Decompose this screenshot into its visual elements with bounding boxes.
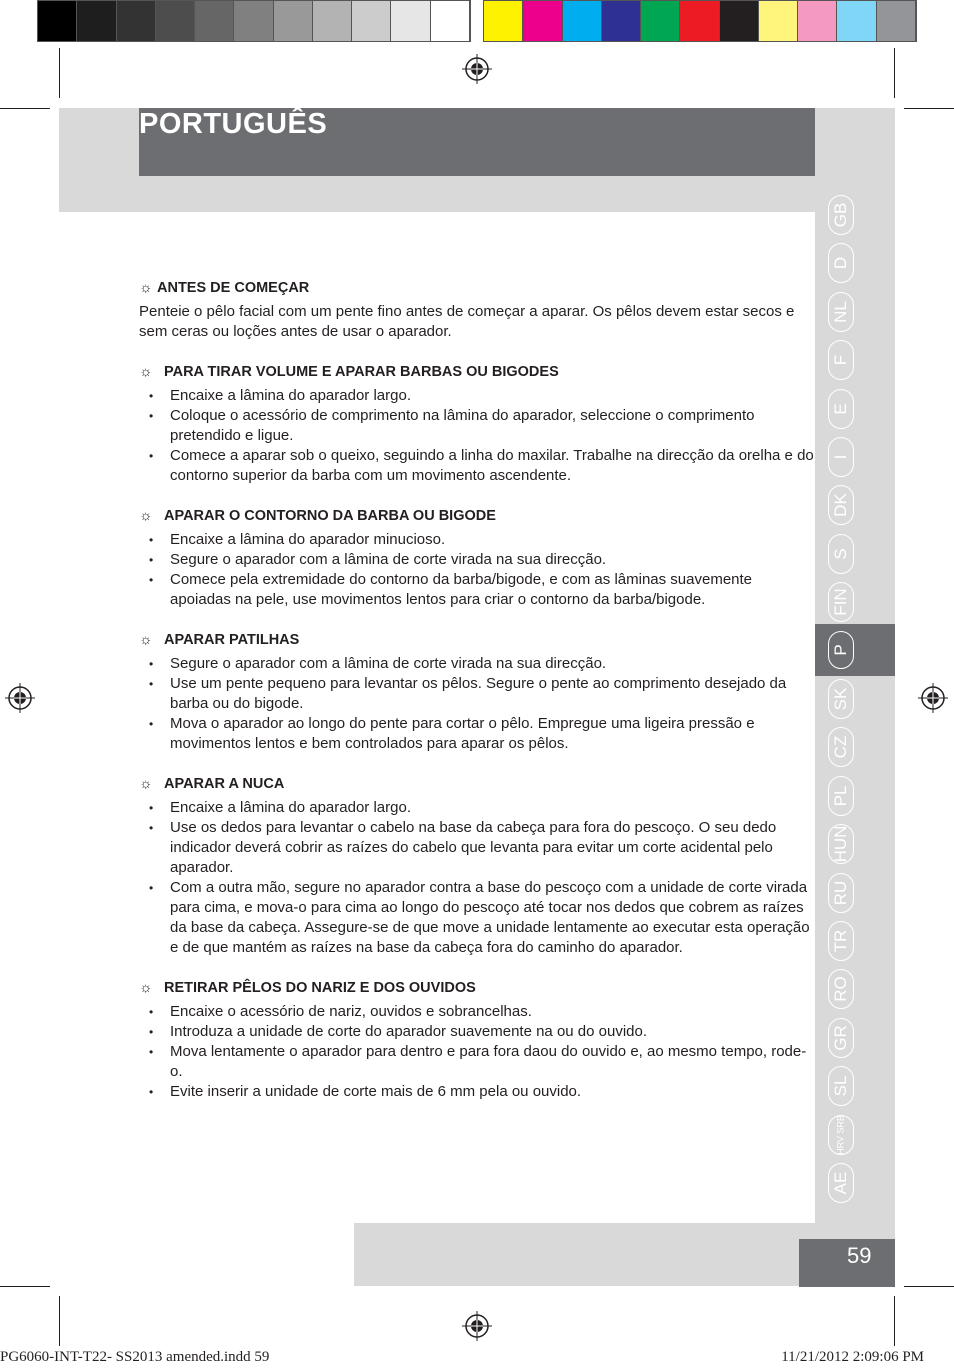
footer-timestamp: 11/21/2012 2:09:06 PM [781,1349,924,1365]
color-swatch [523,1,562,41]
language-tab-sl[interactable] [828,1066,854,1106]
registration-mark-icon [462,1311,492,1341]
color-swatch [352,1,391,41]
list-item: • Encaixe o acessório de nariz, ouvidos e sobrancelhas. [139,1002,815,1022]
color-calibration-bar [483,0,917,42]
page-number: 59 [847,1243,872,1268]
language-tab-d[interactable] [828,243,854,283]
sun-icon: ☼ [139,280,153,296]
language-tab-label: HRV SRB [835,1114,846,1155]
language-tab-label: CZ [831,736,850,759]
list-item: • Segure o aparador com a lâmina de corte virada na sua direcção. [139,550,815,570]
list-item: • Comece a aparar sob o queixo, seguindo a linha do maxilar. Trabalhe na direcção da orelha e do contorno superior da barba com um movimento ascendente. [139,446,815,486]
language-tab-i[interactable] [828,437,854,477]
color-swatch [602,1,641,41]
list-item: • Mova o aparador ao longo do pente para cortar o pêlo. Empregue uma ligeira pressão e movimentos lentos e bem controlados para aparar os pêlos. [139,714,815,754]
section-heading [139,978,815,998]
language-tab-label: RU [831,880,850,905]
list-item: • Com a outra mão, segure no aparador contra a base do pescoço com a unidade de corte virada para cima, e mova-o para cima ao longo do pescoço até tocar nos dedos que cobrem as raízes da base da cabeça. Assegure-se de que move a unidade lentamente ao executar esta operação e de que mantém as raízes na base da cabeça fora do caminho do aparador. [139,878,815,958]
color-swatch [680,1,719,41]
language-tab-gb[interactable] [828,195,854,235]
color-swatch [798,1,837,41]
color-swatch [431,1,470,41]
language-tab-label: NL [831,300,850,323]
language-tab-f[interactable] [828,340,854,380]
language-sidebar [815,108,895,1286]
color-swatch [274,1,313,41]
list-item: • Encaixe a lâmina do aparador largo. [139,386,815,406]
page-title: PORTUGUÊS [139,108,328,140]
list-item: • Segure o aparador com a lâmina de corte virada na sua direcção. [139,654,815,674]
language-tab-label: D [831,257,850,270]
color-swatch [720,1,759,41]
section-heading [139,506,815,526]
color-swatch [234,1,273,41]
language-tab-label: I [831,454,850,460]
registration-mark-icon [918,683,948,713]
section-heading [139,630,815,650]
language-tab-tr[interactable] [828,921,854,961]
color-swatch [38,1,77,41]
sun-icon: ☼ [139,776,153,792]
crop-mark [894,1296,895,1346]
crop-mark [59,48,60,98]
bullet-list [139,798,815,958]
section-heading-text: APARAR A NUCA [164,776,285,792]
list-item: • Mova lentamente o aparador para dentro e para fora daou do ouvido e, ao mesmo tempo, rode-o. [139,1042,815,1082]
instructions-content [139,278,815,1122]
language-tab-sk[interactable] [828,679,854,719]
instruction-section [139,278,815,342]
bullet-list [139,654,815,754]
color-swatch [391,1,430,41]
bullet-list [139,386,815,486]
color-swatch [759,1,798,41]
bullet-list [139,1002,815,1102]
language-tab-label: TR [831,929,850,953]
color-swatch [77,1,116,41]
language-tab-label: GR [831,1025,850,1051]
instruction-section [139,362,815,486]
crop-mark [894,48,895,98]
language-tab-label: HUN [831,825,850,863]
language-tab-hun[interactable] [828,824,854,864]
section-heading-text: RETIRAR PÊLOS DO NARIZ E DOS OUVIDOS [164,980,476,996]
instruction-section [139,630,815,754]
language-tab-label: DK [831,493,850,518]
instruction-section [139,978,815,1102]
language-tab-active-background [815,624,895,676]
registration-mark-icon [5,683,35,713]
section-heading-text: APARAR PATILHAS [164,632,300,648]
language-tab-label: E [831,402,850,415]
language-tab-label: PL [831,785,850,807]
color-swatch [156,1,195,41]
instruction-section [139,774,815,958]
color-swatch [484,1,523,41]
language-tab-label: AE [831,1171,850,1195]
language-tab-s[interactable] [828,534,854,574]
list-item: • Use um pente pequeno para levantar os pêlos. Segure o pente ao comprimento desejado da barba ou do bigode. [139,674,815,714]
crop-mark [0,108,50,109]
section-heading [139,278,815,298]
language-tab-gr[interactable] [828,1018,854,1058]
language-tab-p[interactable] [828,631,854,669]
crop-mark [904,108,954,109]
color-swatch [195,1,234,41]
instruction-section [139,506,815,610]
registration-mark-icon [462,54,492,84]
language-tab-dk[interactable] [828,485,854,525]
color-swatch [313,1,352,41]
sun-icon: ☼ [139,364,153,380]
list-item: • Evite inserir a unidade de corte mais de 6 mm pela ou ouvido. [139,1082,815,1102]
language-tab-label: RO [831,976,850,1003]
section-heading-text: ANTES DE COMEÇAR [157,280,310,296]
color-swatch [117,1,156,41]
language-tab-cz[interactable] [828,727,854,767]
language-tab-hrv-srb[interactable] [828,1115,854,1155]
list-item: • Encaixe a lâmina do aparador minucioso. [139,530,815,550]
language-tab-label: S [831,548,850,560]
language-tab-ae[interactable] [828,1163,854,1203]
language-tab-label: SK [831,687,850,711]
language-tab-e[interactable] [828,389,854,429]
language-tab-label: F [831,354,850,366]
color-swatch [641,1,680,41]
list-item: • Comece pela extremidade do contorno da barba/bigode, e com as lâminas suavemente apoiadas na pele, use movimentos lentos para criar o contorno da barba/bigode. [139,570,815,610]
footer-file-info: PG6060-INT-T22- SS2013 amended.indd 59 [0,1349,270,1365]
language-tab-label: SL [831,1075,850,1097]
language-tab-label: FIN [831,588,850,616]
language-tab-nl[interactable] [828,292,854,332]
color-swatch [877,1,916,41]
language-tab-ro[interactable] [828,969,854,1009]
crop-mark [59,1296,60,1346]
list-item: • Encaixe a lâmina do aparador largo. [139,798,815,818]
bullet-list [139,530,815,610]
language-tab-label: P [831,643,850,656]
sun-icon: ☼ [139,508,153,524]
list-item: • Use os dedos para levantar o cabelo na base da cabeça para fora do pescoço. O seu dedo indicador deverá cobrir as raízes do cabelo que levanta para evitar um corte acidental pelo aparador. [139,818,815,878]
sun-icon: ☼ [139,632,153,648]
language-tab-label: GB [831,202,850,228]
language-tab-ru[interactable] [828,873,854,913]
sun-icon: ☼ [139,980,153,996]
section-heading-text: PARA TIRAR VOLUME E APARAR BARBAS OU BIGODES [164,364,559,380]
section-heading-text: APARAR O CONTORNO DA BARBA OU BIGODE [164,508,496,524]
list-item: • Introduza a unidade de corte do aparador suavemente na ou do ouvido. [139,1022,815,1042]
grayscale-calibration-bar [37,0,471,42]
color-swatch [837,1,876,41]
language-tab-fin[interactable] [828,582,854,622]
language-tab-pl[interactable] [828,776,854,816]
section-heading [139,774,815,794]
list-item: • Coloque o acessório de comprimento na lâmina do aparador, seleccione o comprimento pretendido e ligue. [139,406,815,446]
color-swatch [563,1,602,41]
section-heading [139,362,815,382]
crop-mark [0,1286,50,1287]
section-paragraph: Penteie o pêlo facial com um pente fino antes de começar a aparar. Os pêlos devem estar secos e sem ceras ou loções antes de usar o aparador. [139,303,795,340]
